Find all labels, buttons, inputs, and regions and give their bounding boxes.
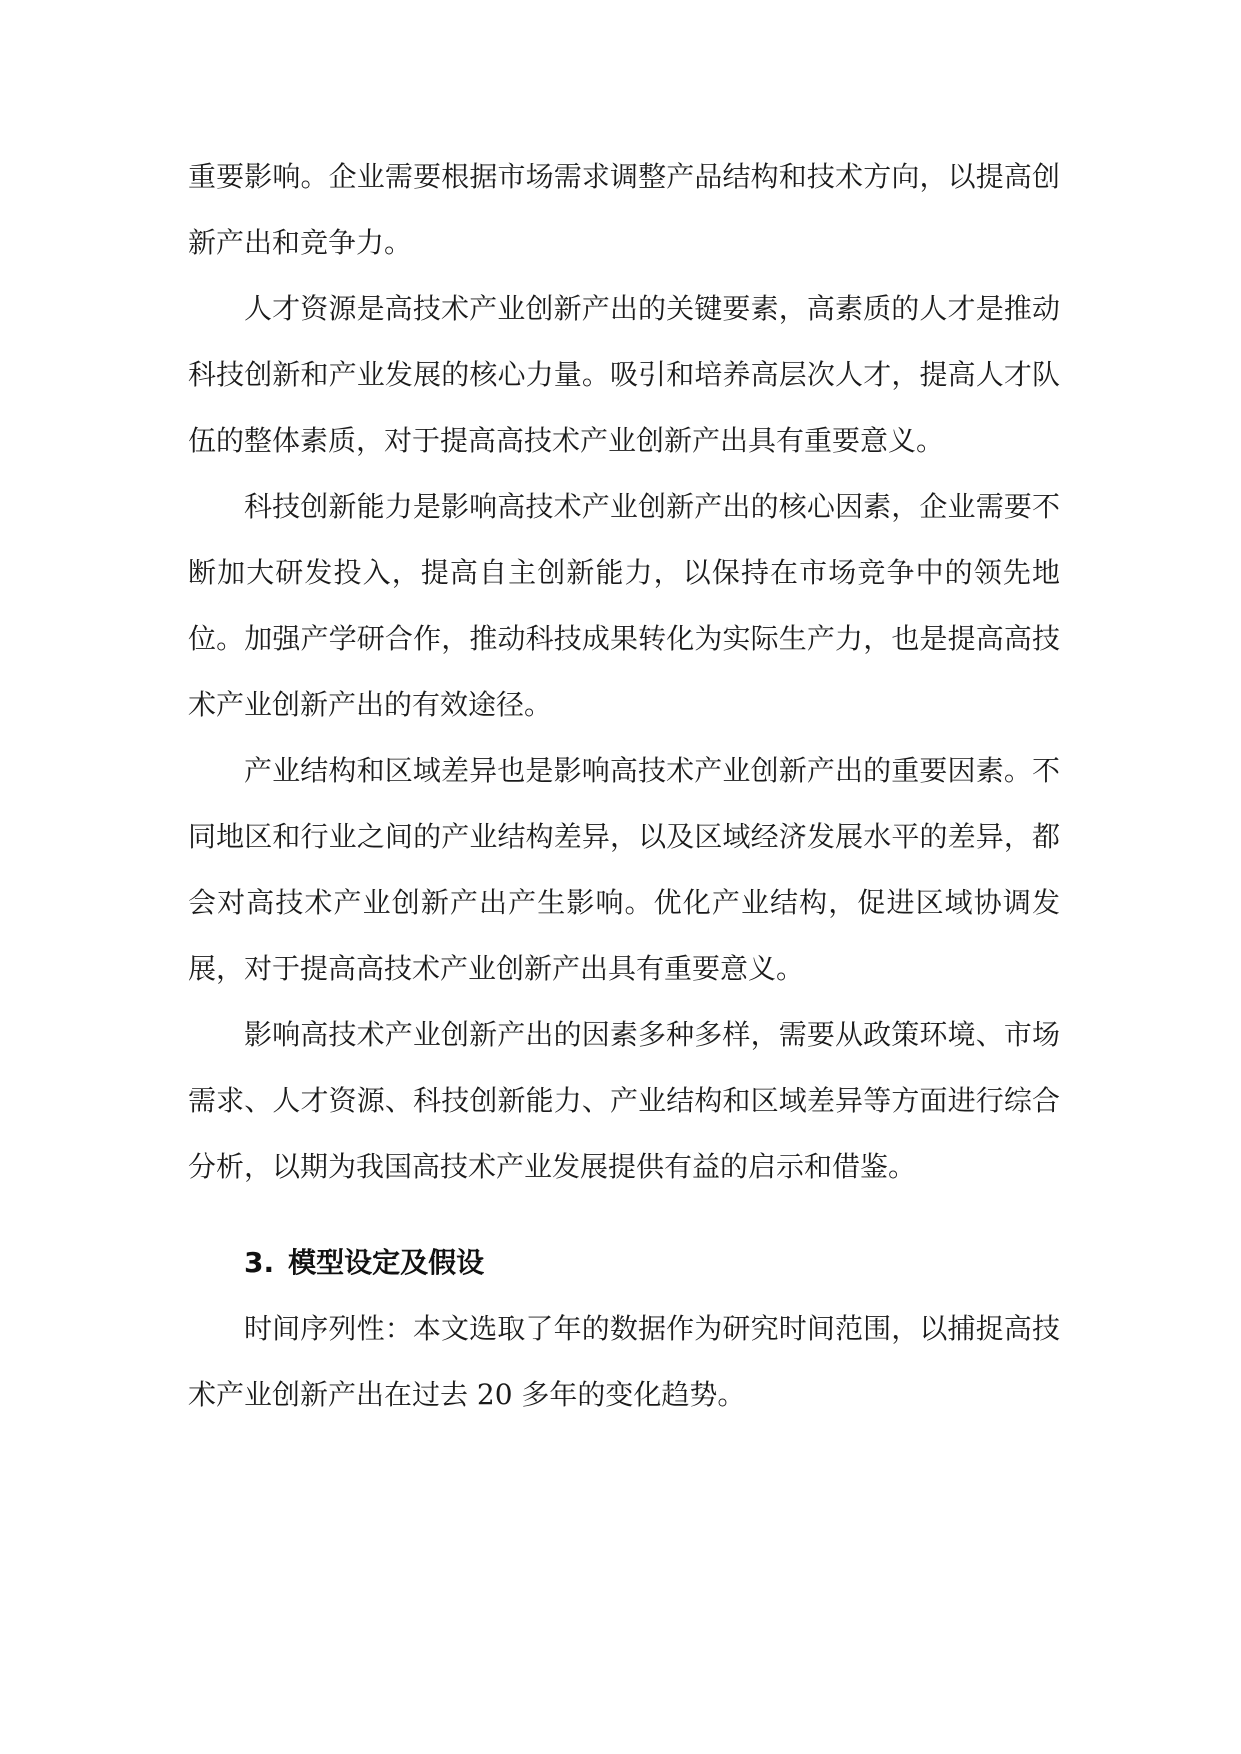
section-heading [188, 1230, 1060, 1296]
paragraph-1: 重要影响。企业需要根据市场需求调整产品结构和技术方向，以提高创新产出和竞争力。 [188, 160, 1060, 259]
section-title: 模型设定及假设 [288, 1246, 485, 1279]
paragraph-3: 科技创新能力是影响高技术产业创新产出的核心因素，企业需要不断加大研发投入，提高自主创新能力，以保持在市场竞争中的领先地位。加强产学研合作，推动科技成果转化为实际生产力，也是提高高技术产业创新产出的有效途径。 [188, 490, 1060, 721]
document-body [188, 144, 1060, 1428]
paragraph-6: 时间序列性：本文选取了年的数据作为研究时间范围，以捕捉高技术产业创新产出在过去 20 多年的变化趋势。 [188, 1312, 1060, 1411]
paragraph-4: 产业结构和区域差异也是影响高技术产业创新产出的重要因素。不同地区和行业之间的产业结构差异，以及区域经济发展水平的差异，都会对高技术产业创新产出产生影响。优化产业结构，促进区域协调发展，对于提高高技术产业创新产出具有重要意义。 [188, 754, 1060, 985]
paragraph-2: 人才资源是高技术产业创新产出的关键要素，高素质的人才是推动科技创新和产业发展的核心力量。吸引和培养高层次人才，提高人才队伍的整体素质，对于提高高技术产业创新产出具有重要意义。 [188, 292, 1060, 457]
paragraph-5: 影响高技术产业创新产出的因素多种多样，需要从政策环境、市场需求、人才资源、科技创新能力、产业结构和区域差异等方面进行综合分析，以期为我国高技术产业发展提供有益的启示和借鉴。 [188, 1018, 1060, 1183]
section-number: 3. [244, 1246, 275, 1279]
